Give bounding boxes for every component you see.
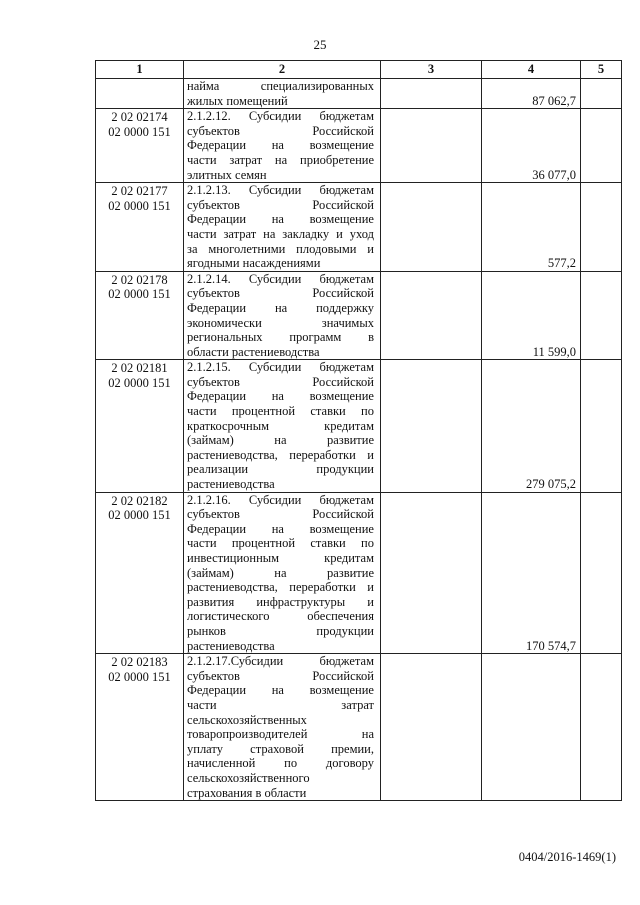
description-line: Федерации на возмещение	[187, 138, 374, 153]
table-row	[96, 492, 622, 654]
budget-code-cell	[96, 654, 184, 801]
description-line: товаропроизводителей на	[187, 727, 374, 742]
budget-code-line: 2 02 02182	[111, 493, 168, 508]
description-line: реализации продукции	[187, 462, 374, 477]
description-line: 2.1.2.15. Субсидии бюджетам	[187, 360, 374, 375]
description-line: Федерации на возмещение	[187, 521, 374, 536]
column-3-cell	[381, 360, 482, 492]
column-5-cell	[581, 492, 622, 654]
amount-cell	[482, 654, 581, 801]
column-5-cell	[581, 360, 622, 492]
table-row	[96, 183, 622, 272]
description-line: уплату страховой премии,	[187, 741, 374, 756]
description-line: Федерации на возмещение	[187, 683, 374, 698]
amount-cell: 87 062,7	[482, 79, 581, 109]
budget-code-line: 02 0000 151	[108, 198, 171, 213]
column-5-cell	[581, 79, 622, 109]
budget-code-line: 2 02 02181	[111, 361, 168, 376]
description-cell	[184, 183, 381, 272]
amount-cell: 170 574,7	[482, 492, 581, 654]
description-line: за многолетними плодовыми и	[187, 241, 374, 256]
description-cell	[184, 271, 381, 360]
column-5-cell	[581, 183, 622, 272]
description-line: сельскохозяйственных	[187, 712, 307, 727]
description-line: региональных программ в	[187, 330, 374, 345]
description-line: части затрат на закладку и уход	[187, 226, 374, 241]
budget-code-cell	[96, 183, 184, 272]
column-3-cell	[381, 183, 482, 272]
description-line: Федерации на возмещение	[187, 389, 374, 404]
description-line: растениеводства, переработки и	[187, 580, 374, 595]
amount-cell: 279 075,2	[482, 360, 581, 492]
column-header-2: 2	[184, 61, 381, 79]
column-header-1: 1	[96, 61, 184, 79]
description-line: растениеводства	[187, 638, 275, 653]
budget-code-line: 02 0000 151	[108, 124, 171, 139]
column-5-cell	[581, 654, 622, 801]
description-line: растениеводства	[187, 477, 275, 492]
amount-cell: 577,2	[482, 183, 581, 272]
description-line: логистического обеспечения	[187, 609, 374, 624]
description-line: части затрат	[187, 697, 374, 712]
description-line: Федерации на поддержку	[187, 300, 374, 315]
budget-table	[95, 60, 622, 801]
description-line: части процентной ставки по	[187, 536, 374, 551]
description-line: 2.1.2.14. Субсидии бюджетам	[187, 271, 374, 286]
column-5-cell	[581, 109, 622, 183]
budget-code-cell	[96, 492, 184, 654]
budget-code-line: 2 02 02178	[111, 272, 168, 287]
table-row	[96, 109, 622, 183]
column-header-3: 3	[381, 61, 482, 79]
document-id: 0404/2016-1469(1)	[518, 850, 616, 864]
budget-code-line: 2 02 02177	[111, 184, 168, 199]
column-5-cell	[581, 271, 622, 360]
description-line: субъектов Российской	[187, 286, 374, 301]
column-3-cell	[381, 109, 482, 183]
description-cell	[184, 492, 381, 654]
description-line: жилых помещений	[187, 93, 288, 108]
table-header-row	[96, 61, 622, 79]
description-line: 2.1.2.16. Субсидии бюджетам	[187, 492, 374, 507]
description-line: растениеводства, переработки и	[187, 447, 374, 462]
table-body	[96, 79, 622, 801]
amount-cell: 36 077,0	[482, 109, 581, 183]
description-line: области растениеводства	[187, 344, 320, 359]
description-line: краткосрочным кредитам	[187, 418, 374, 433]
description-line: найма специализированных	[187, 79, 374, 93]
description-line: 2.1.2.13. Субсидии бюджетам	[187, 183, 374, 198]
description-line: развития инфраструктуры и	[187, 594, 374, 609]
column-3-cell	[381, 492, 482, 654]
table-row	[96, 360, 622, 492]
column-header-4: 4	[482, 61, 581, 79]
description-line: экономически значимых	[187, 315, 374, 330]
description-line: субъектов Российской	[187, 507, 374, 522]
description-line: субъектов Российской	[187, 197, 374, 212]
amount-cell: 11 599,0	[482, 271, 581, 360]
description-line: Федерации на возмещение	[187, 212, 374, 227]
description-line: (займам) на развитие	[187, 433, 374, 448]
description-line: инвестиционным кредитам	[187, 551, 374, 565]
description-line: элитных семян	[187, 167, 267, 182]
description-line: 2.1.2.12. Субсидии бюджетам	[187, 109, 374, 124]
budget-code-line: 02 0000 151	[108, 508, 171, 523]
page-number: 25	[313, 37, 327, 52]
description-line: сельскохозяйственного	[187, 770, 310, 785]
description-line: начисленной по договору	[187, 756, 374, 771]
budget-code-line: 02 0000 151	[108, 669, 171, 684]
description-cell	[184, 109, 381, 183]
description-line: части процентной ставки по	[187, 404, 374, 419]
description-line: субъектов Российской	[187, 123, 374, 138]
description-cell	[184, 360, 381, 492]
column-3-cell	[381, 79, 482, 109]
budget-code-line: 2 02 02183	[111, 655, 168, 670]
table-row	[96, 271, 622, 360]
description-cell	[184, 79, 381, 109]
column-3-cell	[381, 271, 482, 360]
description-line: 2.1.2.17.Субсидии бюджетам	[187, 654, 374, 669]
description-line: части затрат на приобретение	[187, 152, 374, 167]
description-line: субъектов Российской	[187, 668, 374, 683]
description-line: рынков продукции	[187, 623, 374, 638]
table-row	[96, 79, 622, 109]
description-line: страхования в области	[187, 785, 307, 800]
budget-code-line: 02 0000 151	[108, 287, 171, 302]
column-3-cell	[381, 654, 482, 801]
budget-code-cell	[96, 271, 184, 360]
description-line: субъектов Российской	[187, 374, 374, 389]
description-line: ягодными насаждениями	[187, 256, 321, 271]
budget-code-cell	[96, 360, 184, 492]
description-cell	[184, 654, 381, 801]
column-header-5: 5	[581, 61, 622, 79]
budget-code-line: 2 02 02174	[111, 110, 168, 125]
table-row	[96, 654, 622, 801]
budget-code-cell	[96, 79, 184, 109]
budget-code-cell	[96, 109, 184, 183]
description-line: (займам) на развитие	[187, 565, 374, 580]
budget-code-line: 02 0000 151	[108, 375, 171, 390]
